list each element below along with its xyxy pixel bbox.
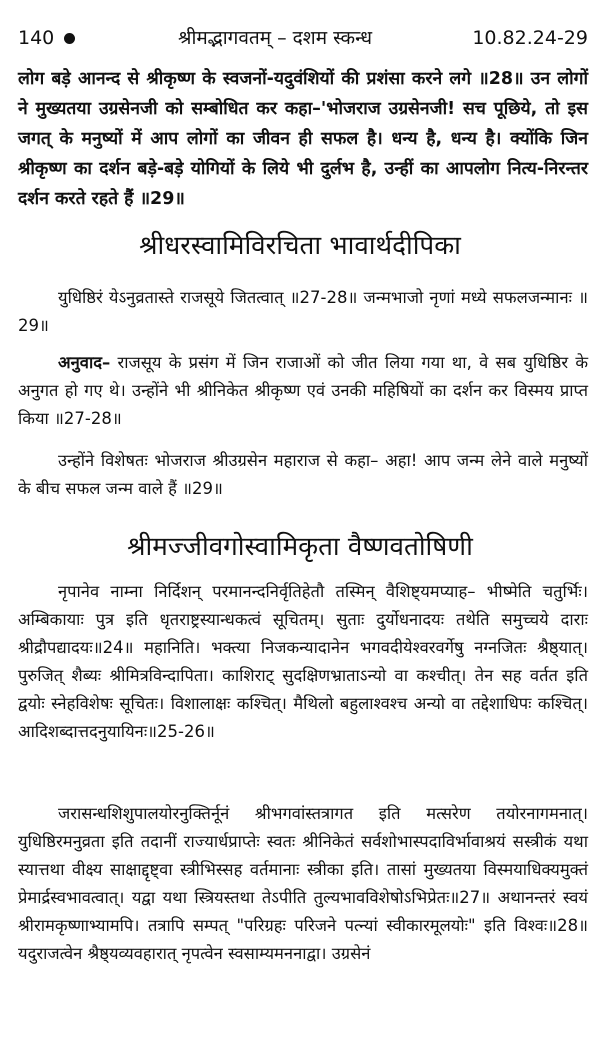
verse-reference: 10.82.24-29: [472, 27, 588, 49]
anuvad-paragraph: [18, 349, 588, 433]
anuvad-text: राजसूय के प्रसंग में जिन राजाओं को जीत लिया गया था, वे सब युधिष्ठिर के अनुगत हो गए थे। उन्होंने भी श्रीनिकेत श्रीकृष्ण एवं उनकी महिषियों का दर्शन कर विस्मय प्राप्त किया ॥27-28॥: [18, 353, 588, 428]
hindi-opening-paragraph: लोग बड़े आनन्द से श्रीकृष्ण के स्वजनों-यदुवंशियों की प्रशंसा करने लगे ॥28॥ उन लोगों ने मुख्यतया उग्रसेनजी को सम्बोधित कर कहा–'भोजराज उग्रसेनजी! सच पूछिये, तो इस जगत् के मनुष्यों में आप लोगों का जीवन ही सफल है। धन्य है, धन्य है। क्योंकि जिन श्रीकृष्ण का दर्शन बड़े-बड़े योगियों के लिये भी दुर्लभ है, उन्हीं का आपलोग नित्य-निरन्तर दर्शन करते रहते हैं ॥29॥: [18, 69, 588, 209]
anuvad-paragraph-2: उन्होंने विशेषतः भोजराज श्रीउग्रसेन महाराज से कहा– अहा! आप जन्म लेने वाले मनुष्यों के बीच सफल जन्म वाले हैं ॥29॥: [18, 451, 588, 498]
page-number: 140: [18, 27, 55, 49]
section-heading-vaishnava-toshani: श्रीमज्जीवगोस्वामिकृता वैष्णवतोषिणी: [127, 532, 473, 562]
anuvad-label: अनुवाद–: [58, 353, 111, 372]
section-heading-bhavartha-dipika: श्रीधरस्वामिविरचिता भावार्थदीपिका: [139, 231, 461, 261]
vaishnava-toshani-paragraph-2: जरासन्धशिशुपालयोरनुक्तिर्नूनं श्रीभगवांस्तत्रागत इति मत्सरेण तयोरनागमनात्। युधिष्ठिरमनुव्रता इति तदानीं राज्यार्धप्राप्तेः स्वतः श्रीनिकेतं सर्वशोभास्पदाविर्भावाश्रयं सस्त्रीकं यथा स्यात्तथा वीक्ष्य साक्षाद्दृष्ट्वा स्त्रीभिस्सह वर्तमानाः स्त्रीका इति। तासां मुख्यतया विस्मयाधिक्यमुक्तं प्रेमार्द्रस्वभावत्वात्। यद्वा यथा स्त्रियस्तथा तेऽपीति तुल्यभावविशेषोऽभिप्रेतः॥27॥ अथानन्तरं स्वयं श्रीरामकृष्णाभ्यामपि। तत्रापि सम्पत् "परिग्रहः परिजने पत्न्यां स्वीकारमूलयोः" इति विश्वः॥28॥ यदुराजत्वेन श्रैष्ठ्यव्यवहारात् नृपत्वेन स्वसाम्यमननाद्वा। उग्रसेनं: [18, 804, 588, 963]
sridhara-commentary-sanskrit: युधिष्ठिरं येऽनुव्रतास्ते राजसूये जितत्वात् ॥27-28॥ जन्मभाजो नृणां मध्ये सफलजन्मानः ॥29॥: [18, 288, 588, 335]
running-title: श्रीमद्भागवतम् – दशम स्कन्ध: [178, 27, 373, 49]
vaishnava-toshani-paragraph-1: नृपानेव नाम्ना निर्दिशन् परमानन्दनिर्वृतिहेतौ तस्मिन् वैशिष्ट्यमप्याह– भीष्मेति चतुर्भिः। अम्बिकायाः पुत्र इति धृतराष्ट्रस्यान्धकत्वं सूचितम्। सुताः दुर्योधनादयः तथेति समुच्चये दाराः श्रीद्रौपद्यादयः॥24॥ महानिति। भक्त्या निजकन्यादानेन भगवदीयेश्वरवर्गेषु नग्नजितः श्रैष्ठ्यात्। पुरुजित् शैब्यः श्रीमित्रविन्दापिता। काशिराट् सुदक्षिणभ्राताऽन्यो वा कश्चीत्। तेन सह वर्तत इति द्वयोः स्नेहविशेषः सूचितः। विशालाक्षः कश्चित्। मैथिलो बहुलाश्वश्च अन्यो वा तद्देशाधिपः कश्चित्। आदिशब्दात्तदनुयायिनः॥25-26॥: [18, 582, 588, 741]
bullet-dot-icon: [64, 33, 75, 44]
page-header: [18, 18, 588, 58]
page-number-group: [18, 18, 75, 58]
